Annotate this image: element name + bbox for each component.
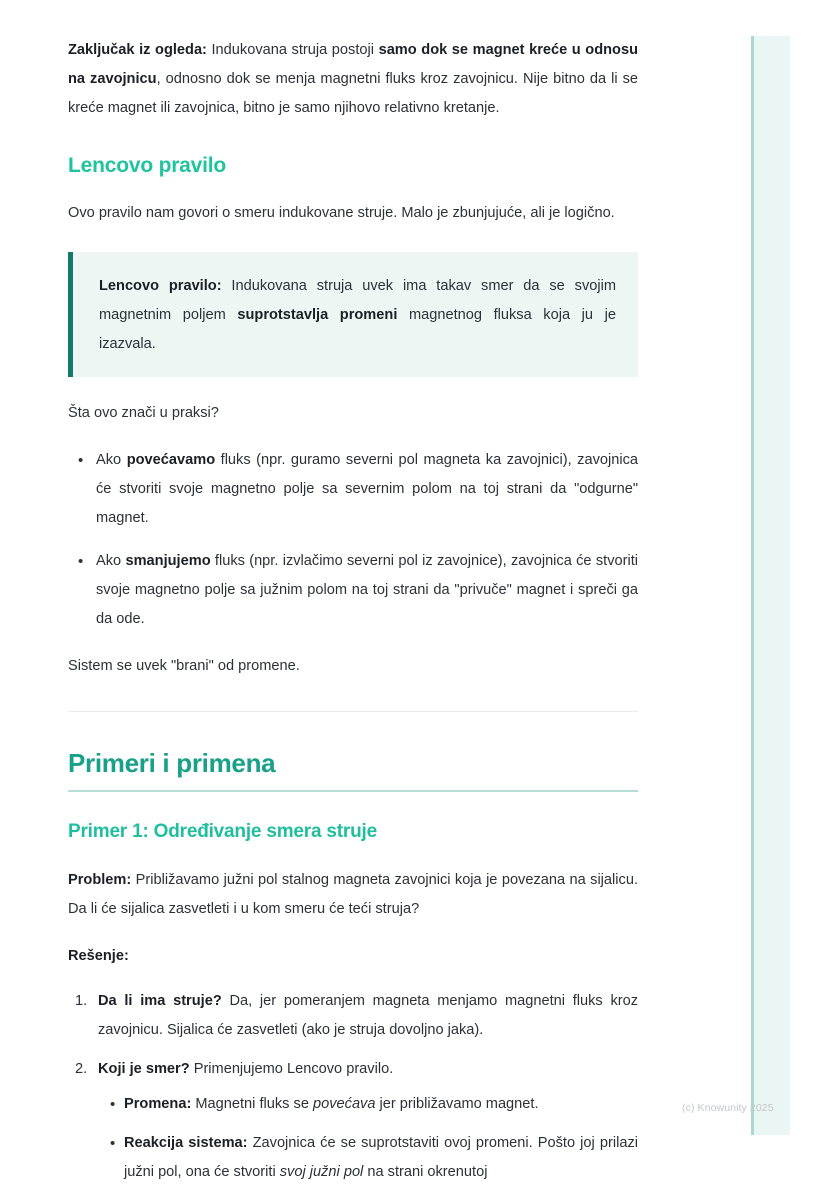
lenz-intro-paragraph: Ovo pravilo nam govori o smeru indukovane struje. Malo je zbunjujuće, ali je logično. <box>68 205 615 221</box>
conclusion-paragraph <box>68 36 638 123</box>
sub-0-text-1: Magnetni fluks se <box>191 1096 313 1112</box>
lenz-rule-callout <box>68 252 638 377</box>
sub-1-text-1: Zavojnica će se suprotstaviti ovoj promeni. Pošto joj prilazi južni pol, ona će stvoriti <box>124 1135 638 1180</box>
sub-0-italic-1: povećava <box>313 1096 376 1112</box>
step-1-sub-bullets <box>98 1090 638 1187</box>
right-strip-accent-line <box>751 36 754 1135</box>
conclusion-lead: Zaključak iz ogleda: <box>68 42 207 58</box>
section-divider <box>68 711 638 712</box>
conclusion-text-2: , odnosno dok se menja magnetni fluks kroz zavojnicu. Nije bitno da li se kreće magnet ili zavojnica, bitno je samo njihovo relativno kretanje. <box>68 71 639 116</box>
solution-steps <box>68 987 638 1187</box>
step-0-text: Da, jer pomeranjem magneta menjamo magnetni fluks kroz zavojnicu. Sijalica će zasvetleti (ako je struja dovoljno jaka). <box>98 993 639 1038</box>
list-item <box>124 1090 638 1119</box>
problem-label: Problem: <box>68 872 132 888</box>
copyright-watermark: (c) Knowunity 2025 <box>682 1102 774 1114</box>
callout-paragraph <box>99 272 616 359</box>
heading-lenz-rule: Lencovo pravilo <box>68 154 227 177</box>
conclusion-bold-1: samo dok se magnet kreće u odnosu na zavojnicu <box>68 42 638 87</box>
sub-0-bold: Promena: <box>124 1096 192 1112</box>
step-0-bold: Da li ima struje? <box>98 993 222 1009</box>
heading-example-1: Primer 1: Određivanje smera struje <box>68 821 377 842</box>
solution-label <box>68 942 638 971</box>
bullet-1-bold-1: smanjujemo <box>125 553 211 569</box>
sub-1-bold: Reakcija sistema: <box>124 1135 248 1151</box>
sub-0-text-2: jer približavamo magnet. <box>375 1096 539 1112</box>
step-1-text: Primenjujemo Lencovo pravilo. <box>189 1061 394 1077</box>
sub-1-text-2: na strani okrenutoj <box>363 1164 488 1180</box>
sub-1-italic-1: svoj južni pol <box>279 1164 364 1180</box>
bullet-0-text-2: fluks (npr. guramo severni pol magneta ka zavojnici), zavojnica će stvoriti svoje magnetno polje sa severnim polom na toj strani da "odgurne" magnet. <box>96 452 638 526</box>
callout-text-1: Indukovana struja uvek ima takav smer da se svojim magnetnim poljem <box>99 278 616 323</box>
callout-text-2: magnetnog fluksa koja ju je izazvala. <box>99 307 616 352</box>
bullet-0-bold-1: povećavamo <box>126 452 216 468</box>
conclusion-text-1: Indukovana struja postoji <box>206 42 379 58</box>
bullet-1-text-2: fluks (npr. izvlačimo severni pol iz zavojnice), zavojnica će stvoriti svoje magnetno polje sa južnim polom na toj strani da "privuče" magnet i spreči ga da ode. <box>96 553 639 627</box>
lenz-closing-line: Sistem se uvek "brani" od promene. <box>68 658 300 674</box>
step-1-bold: Koji je smer? <box>98 1061 190 1077</box>
list-item <box>92 547 638 634</box>
problem-text: Približavamo južni pol stalnog magneta zavojnici koja je povezana na sijalicu. Da li će sijalica zasvetleti i u kom smeru će teći struja? <box>68 872 638 917</box>
list-item <box>98 987 638 1045</box>
list-item <box>98 1055 638 1187</box>
lenz-practice-bullets <box>68 446 638 634</box>
problem-paragraph <box>68 866 638 924</box>
bullet-0-text-1: Ako <box>96 452 127 468</box>
bullet-1-text-1: Ako <box>96 553 126 569</box>
list-item <box>92 446 638 533</box>
callout-bold-1: suprotstavlja promeni <box>237 307 398 323</box>
callout-lead: Lencovo pravilo: <box>99 278 222 294</box>
list-item <box>124 1129 638 1187</box>
right-decorative-strip <box>751 36 790 1135</box>
heading-examples: Primeri i primena <box>68 746 638 792</box>
solution-label-text: Rešenje: <box>68 948 129 964</box>
document-content <box>68 36 638 1197</box>
practice-question: Šta ovo znači u praksi? <box>68 405 219 421</box>
